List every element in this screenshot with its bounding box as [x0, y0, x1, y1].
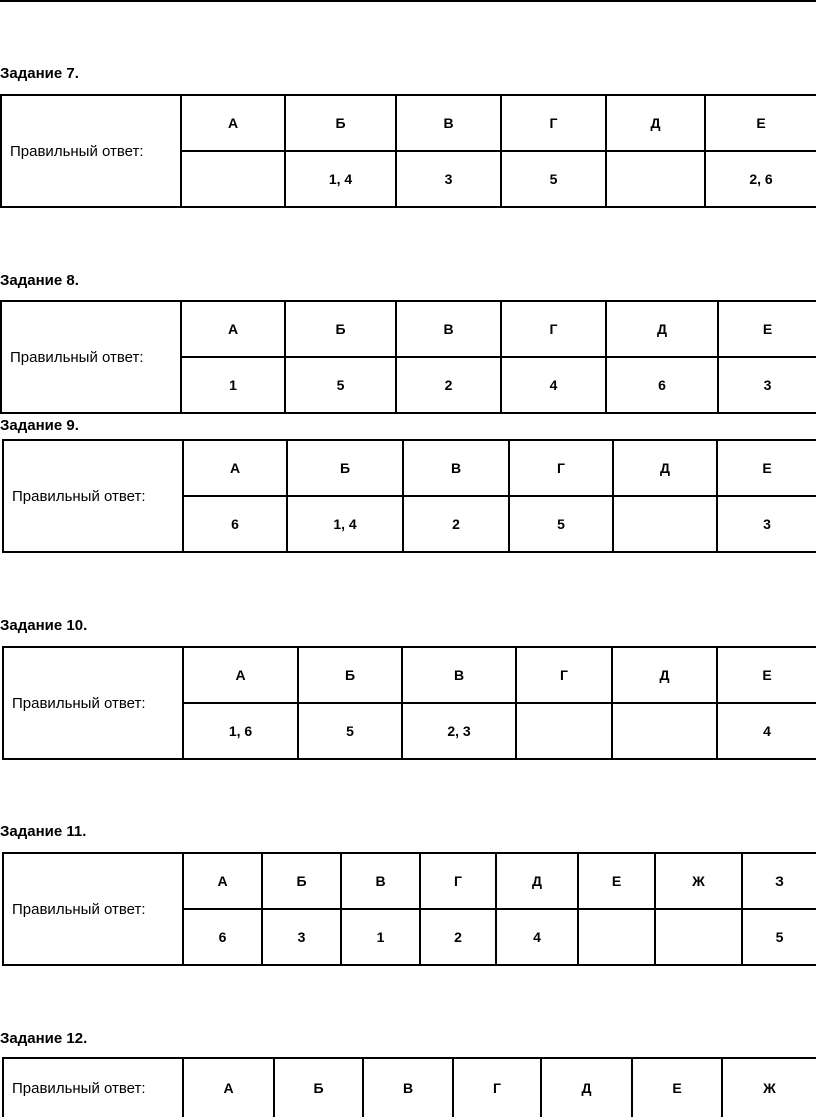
letter-cell: Д	[606, 95, 705, 151]
letter-cell: Г	[509, 440, 613, 496]
answer-cell	[612, 703, 717, 759]
answer-cell	[613, 496, 717, 552]
answer-label: Правильный ответ:	[1, 301, 181, 413]
letter-cell: А	[183, 1058, 274, 1117]
letter-cell: Ж	[722, 1058, 816, 1117]
answer-cell: 3	[396, 151, 501, 207]
task-8-answer-table	[0, 300, 816, 414]
task-10-answer-table	[2, 646, 816, 760]
letter-cell: Д	[612, 647, 717, 703]
task-7-title: Задание 7.	[0, 65, 79, 82]
letter-cell: З	[742, 853, 816, 909]
letter-cell: Г	[516, 647, 612, 703]
answer-cell: 1, 4	[287, 496, 403, 552]
letter-cell: Б	[285, 301, 396, 357]
answer-cell: 1	[341, 909, 420, 965]
task-9-title: Задание 9.	[0, 417, 79, 434]
answer-label: Правильный ответ:	[3, 853, 183, 965]
task-11-title: Задание 11.	[0, 823, 87, 840]
answer-cell: 6	[183, 909, 262, 965]
answer-cell: 5	[285, 357, 396, 413]
letter-cell: Б	[287, 440, 403, 496]
answer-cell: 2	[396, 357, 501, 413]
task-9-letters-row	[3, 440, 816, 496]
letter-cell: А	[183, 440, 287, 496]
letter-cell: Ж	[655, 853, 742, 909]
answer-cell: 4	[496, 909, 578, 965]
answer-label: Правильный ответ:	[3, 440, 183, 552]
task-12-letters-row	[3, 1058, 816, 1117]
letter-cell: В	[402, 647, 516, 703]
letter-cell: Б	[298, 647, 402, 703]
letter-cell: Е	[705, 95, 816, 151]
task-8-letters-row	[1, 301, 816, 357]
letter-cell: Б	[262, 853, 341, 909]
answer-cell	[181, 151, 285, 207]
answer-cell: 5	[742, 909, 816, 965]
task-12-answer-table	[2, 1057, 816, 1117]
letter-cell: Б	[285, 95, 396, 151]
answer-cell: 1, 4	[285, 151, 396, 207]
task-10-letters-row	[3, 647, 816, 703]
answer-cell: 5	[298, 703, 402, 759]
letter-cell: А	[181, 301, 285, 357]
letter-cell: А	[183, 647, 298, 703]
task-9-answer-table	[2, 439, 816, 553]
letter-cell: Е	[717, 647, 816, 703]
answer-cell: 5	[501, 151, 606, 207]
letter-cell: А	[183, 853, 262, 909]
answer-label: Правильный ответ:	[3, 1058, 183, 1117]
letter-cell: В	[396, 95, 501, 151]
letter-cell: Г	[453, 1058, 541, 1117]
task-7-answer-table	[0, 94, 816, 208]
answer-cell	[578, 909, 655, 965]
answer-label: Правильный ответ:	[1, 95, 181, 207]
letter-cell: Е	[632, 1058, 722, 1117]
answer-cell: 2, 3	[402, 703, 516, 759]
answer-cell: 2	[403, 496, 509, 552]
letter-cell: Б	[274, 1058, 363, 1117]
answer-cell: 3	[718, 357, 816, 413]
answer-cell: 3	[717, 496, 816, 552]
letter-cell: В	[396, 301, 501, 357]
letter-cell: Г	[501, 301, 606, 357]
task-7-letters-row	[1, 95, 816, 151]
letter-cell: Е	[578, 853, 655, 909]
answer-cell	[516, 703, 612, 759]
top-rule	[0, 0, 816, 2]
letter-cell: В	[363, 1058, 453, 1117]
letter-cell: Е	[718, 301, 816, 357]
letter-cell: Г	[420, 853, 496, 909]
letter-cell: Д	[606, 301, 718, 357]
letter-cell: Е	[717, 440, 816, 496]
answer-cell: 5	[509, 496, 613, 552]
answer-cell: 1	[181, 357, 285, 413]
task-8-title: Задание 8.	[0, 272, 79, 289]
letter-cell: В	[341, 853, 420, 909]
task-11-letters-row	[3, 853, 816, 909]
task-12-title: Задание 12.	[0, 1030, 88, 1047]
letter-cell: Д	[496, 853, 578, 909]
task-10-title: Задание 10.	[0, 617, 88, 634]
answer-cell: 6	[183, 496, 287, 552]
letter-cell: Д	[613, 440, 717, 496]
answer-cell	[606, 151, 705, 207]
answer-cell	[655, 909, 742, 965]
letter-cell: В	[403, 440, 509, 496]
answer-cell: 4	[717, 703, 816, 759]
answer-cell: 2	[420, 909, 496, 965]
answer-cell: 2, 6	[705, 151, 816, 207]
letter-cell: Г	[501, 95, 606, 151]
task-11-answer-table	[2, 852, 816, 966]
answer-cell: 3	[262, 909, 341, 965]
letter-cell: А	[181, 95, 285, 151]
answer-cell: 4	[501, 357, 606, 413]
answer-label: Правильный ответ:	[3, 647, 183, 759]
answer-cell: 6	[606, 357, 718, 413]
answer-cell: 1, 6	[183, 703, 298, 759]
letter-cell: Д	[541, 1058, 632, 1117]
